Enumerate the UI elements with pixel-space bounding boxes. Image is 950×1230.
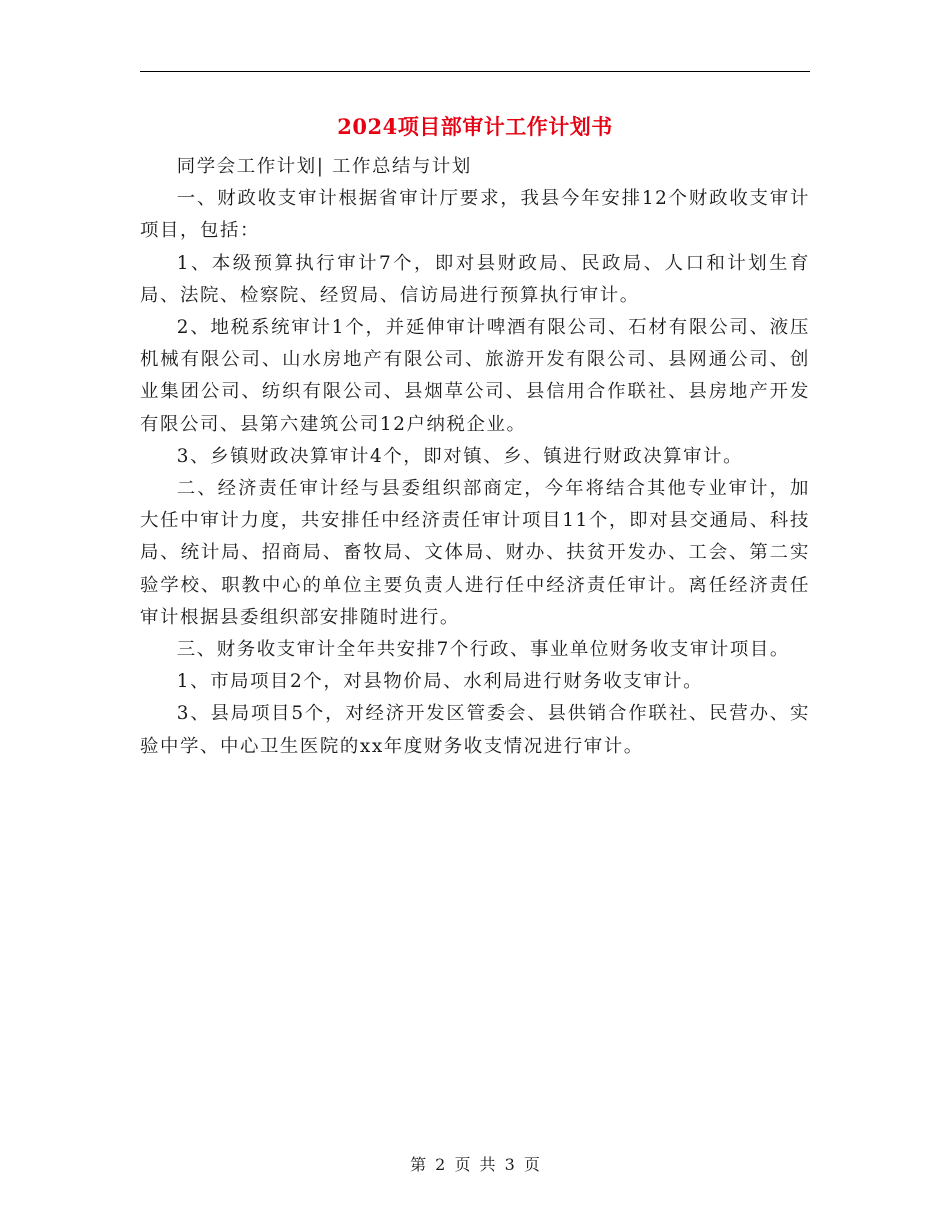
page-number-footer: 第 2 页 共 3 页: [410, 1155, 540, 1174]
paragraph-section-1: 一、财政收支审计根据省审计厅要求，我县今年安排12个财政收支审计项目，包括：: [140, 188, 810, 242]
paragraph-item-1-1: 1、本级预算执行审计7个，即对县财政局、民政局、人口和计划生育局、法院、检察院、经贸局、信访局进行预算执行审计。: [140, 252, 810, 306]
paragraph-item-1-3: 3、乡镇财政决算审计4个，即对镇、乡、镇进行财政决算审计。: [176, 445, 744, 467]
paragraph-item-3-1: 1、市局项目2个，对县物价局、水利局进行财务收支审计。: [176, 671, 704, 693]
paragraph-item-3-3: 3、县局项目5个，对经济开发区管委会、县供销合作联社、民营办、实验中学、中心卫生医院的xx年度财务收支情况进行审计。: [140, 703, 810, 757]
paragraph-item-1-2: 2、地税系统审计1个，并延伸审计啤酒有限公司、石材有限公司、液压机械有限公司、山水房地产有限公司、旅游开发有限公司、县网通公司、创业集团公司、纺织有限公司、县烟草公司、县信用合作联社、县房地产开发有限公司、县第六建筑公司12户纳税企业。: [140, 317, 810, 435]
header-rule: [140, 71, 810, 72]
document-title: 2024项目部审计工作计划书: [337, 114, 613, 139]
paragraph-section-3: 三、财务收支审计全年共安排7个行政、事业单位财务收支审计项目。: [176, 639, 790, 661]
document-body: [140, 151, 810, 763]
paragraph-section-2: 二、经济责任审计经与县委组织部商定，今年将结合其他专业审计，加大任中审计力度，共安排任中经济责任审计项目11个，即对县交通局、科技局、统计局、招商局、畜牧局、文体局、财办、扶贫开发办、工会、第二实验学校、职教中心的单位主要负责人进行任中经济责任审计。离任经济责任审计根据县委组织部安排随时进行。: [140, 478, 810, 628]
paragraph-subtitle: 同学会工作计划| 工作总结与计划: [176, 156, 472, 177]
